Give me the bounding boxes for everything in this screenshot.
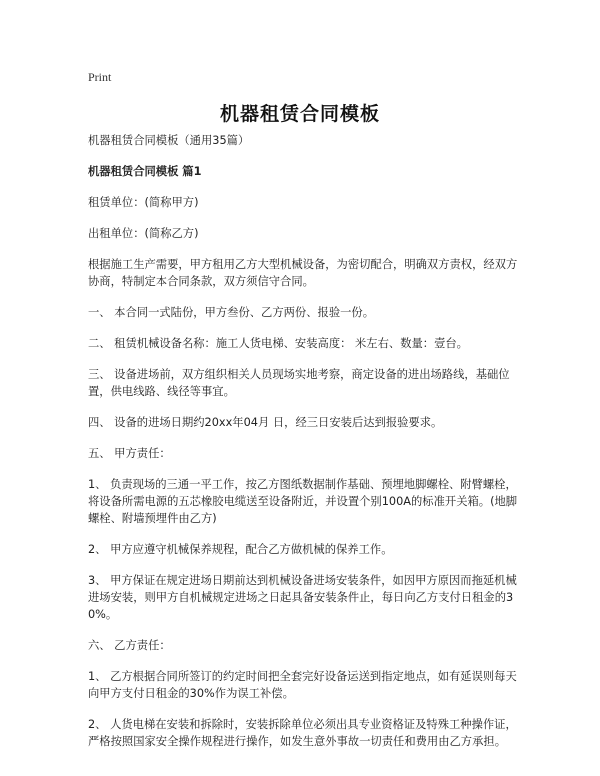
- document-body: [88, 132, 518, 764]
- paragraph-clause-5-item-2: 2、 甲方应遵守机械保养规程，配合乙方做机械的保养工作。: [88, 543, 393, 556]
- document-title: 机器租赁合同模板: [219, 103, 380, 125]
- paragraph-clause-2: 二、 租赁机械设备名称：施工人货电梯、安装高度： 米左右、数量：壹台。: [88, 337, 468, 350]
- paragraph-clause-5-heading: 五、 甲方责任：: [88, 447, 171, 460]
- paragraph-clause-5-item-1: 1、 负责现场的三通一平工作，按乙方图纸数据制作基础、预埋地脚螺栓、附臂螺栓，将设备所需电源的五芯橡胶电缆送至设备附近，并设置个别100A的标准开关箱。(地脚螺栓、附墙预埋件由乙方): [88, 478, 518, 525]
- paragraph-clause-3: 三、 设备进场前，双方组织相关人员现场实地考察，商定设备的进出场路线，基础位置，供电线路、线径等事宜。: [88, 368, 510, 398]
- paragraph-clause-6-item-1: 1、 乙方根据合同所签订的约定时间把全套完好设备运送到指定地点，如有延误则每天向甲方支付日租金的30%作为误工补偿。: [88, 670, 517, 700]
- print-link[interactable]: Print: [88, 70, 112, 84]
- paragraph-lessor: 出租单位：(简称乙方): [88, 227, 199, 240]
- paragraph-preamble: 根据施工生产需要，甲方租用乙方大型机械设备，为密切配合，明确双方责权，经双方协商，特制定本合同条款，双方须信守合同。: [88, 258, 518, 288]
- paragraph-lessee: 租赁单位：(简称甲方): [88, 196, 199, 209]
- document-subtitle: 机器租赁合同模板（通用35篇）: [88, 134, 250, 147]
- section-heading: 机器租赁合同模板 篇1: [88, 165, 202, 178]
- paragraph-clause-4: 四、 设备的进场日期约20xx年04月 日，经三日安装后达到报验要求。: [88, 416, 443, 429]
- paragraph-clause-1: 一、 本合同一式陆份，甲方叁份、乙方两份、报验一份。: [88, 306, 375, 319]
- paragraph-clause-6-item-2: 2、 人货电梯在安装和拆除时，安装拆除单位必须出具专业资格证及特殊工种操作证，严格按照国家安全操作规程进行操作，如发生意外事故一切责任和费用由乙方承担。: [88, 718, 517, 748]
- paragraph-clause-5-item-3: 3、 甲方保证在规定进场日期前达到机械设备进场安装条件，如因甲方原因而拖延机械进场安装，则甲方自机械规定进场之日起具备安装条件止，每日向乙方支付日租金的30%。: [88, 574, 517, 621]
- paragraph-clause-6-heading: 六、 乙方责任：: [88, 639, 171, 652]
